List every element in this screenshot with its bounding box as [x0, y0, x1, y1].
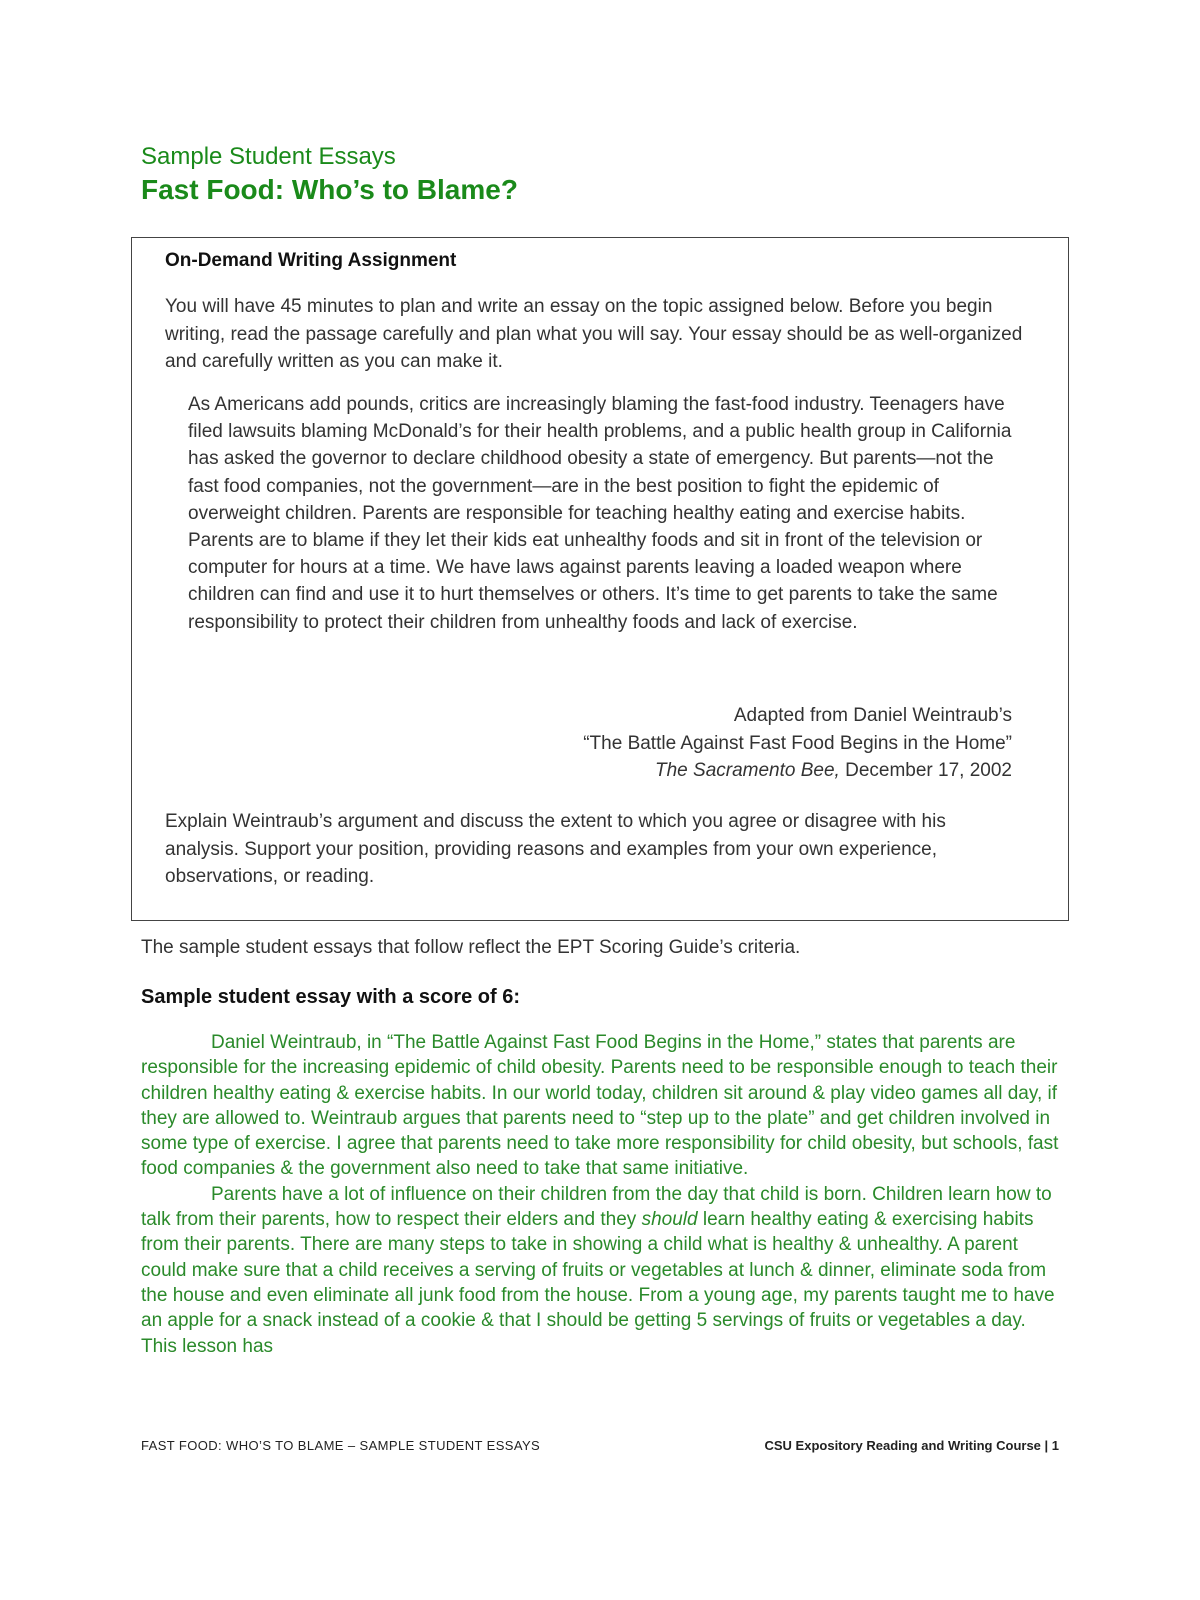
- score-heading: Sample student essay with a score of 6:: [141, 986, 521, 1008]
- essay-paragraph-2: [141, 1182, 1061, 1359]
- essay-paragraph-1: Daniel Weintraub, in “The Battle Against Fast Food Begins in the Home,” states that parents are responsible for the increasing epidemic of child obesity. Parents need to be responsible enough to teach their children healthy eating & exercise habits. In our world today, children sit around & play video games all day, if they are allowed to. Weintraub argues that parents need to “step up to the plate” and get children involved in some type of exercise. I agree that parents need to take more responsibility for child obesity, but schools, fast food companies & the government also need to take that same initiative.: [141, 1032, 1059, 1180]
- footer-title: FAST FOOD: WHO’S TO BLAME – SAMPLE STUDENT ESSAYS: [141, 1438, 541, 1453]
- assignment-heading: On-Demand Writing Assignment: [165, 250, 457, 271]
- attribution-publication: The Sacramento Bee,: [655, 760, 840, 781]
- assignment-passage: As Americans add pounds, critics are increasingly blaming the fast-food industry. Teenagers have filed lawsuits blaming McDonald’s for their health problems, and a public health group in California has asked the governor to declare childhood obesity a state of emergency. But parents—not the fast food companies, not the government—are in the best position to fight the epidemic of overweight children. Parents are responsible for teaching healthy eating and exercise habits. Parents are to blame if they let their kids eat unhealthy foods and sit in front of the television or computer for hours at a time. We have laws against parents leaving a loaded weapon where children can find and use it to hurt themselves or others. It’s time to get parents to take the same responsibility to protect their children from unhealthy foods and lack of exercise.: [188, 394, 1012, 633]
- document-subtitle: Sample Student Essays: [141, 143, 396, 170]
- document-title: Fast Food: Who’s to Blame?: [141, 174, 518, 205]
- document-header: [141, 142, 518, 208]
- passage-attribution: [583, 702, 1012, 785]
- attribution-date: December 17, 2002: [839, 760, 1012, 781]
- essay-paragraph-2-end: learn healthy eating & exercising habits from their parents. There are many steps to take in showing a child what is healthy & unhealthy. A parent could make sure that a child receives a serving of fruits or vegetables at lunch & dinner, eliminate soda from the house and even eliminate all junk food from the house. From a young age, my parents taught me to have an apple for a snack instead of a cookie & that I should be getting 5 servings of fruits or vegetables a day. This lesson has: [141, 1209, 1055, 1357]
- assignment-instructions: You will have 45 minutes to plan and write an essay on the topic assigned below. Before you begin writing, read the passage carefully and plan what you will say. Your essay should be as well-organized and carefully written as you can make it.: [165, 296, 1023, 372]
- attribution-source: [583, 757, 1012, 785]
- essays-intro: The sample student essays that follow reflect the EPT Scoring Guide’s criteria.: [141, 937, 801, 958]
- essay-emphasis: should: [641, 1209, 698, 1231]
- attribution-author: Adapted from Daniel Weintraub’s: [733, 705, 1012, 726]
- footer-course-page: CSU Expository Reading and Writing Course | 1: [764, 1438, 1059, 1453]
- attribution-article: “The Battle Against Fast Food Begins in the Home”: [583, 732, 1012, 754]
- assignment-box: [131, 237, 1069, 921]
- essay-paragraph-2-start: Parents have a lot of influence on their children from the day that child is born. Children learn how to talk from their parents, how to respect their elders and they: [141, 1183, 1052, 1231]
- sample-essay: [141, 1030, 1061, 1359]
- assignment-prompt: Explain Weintraub’s argument and discuss the extent to which you agree or disagree with his analysis. Support your position, providing reasons and examples from your own experience, observations, or reading.: [165, 811, 946, 887]
